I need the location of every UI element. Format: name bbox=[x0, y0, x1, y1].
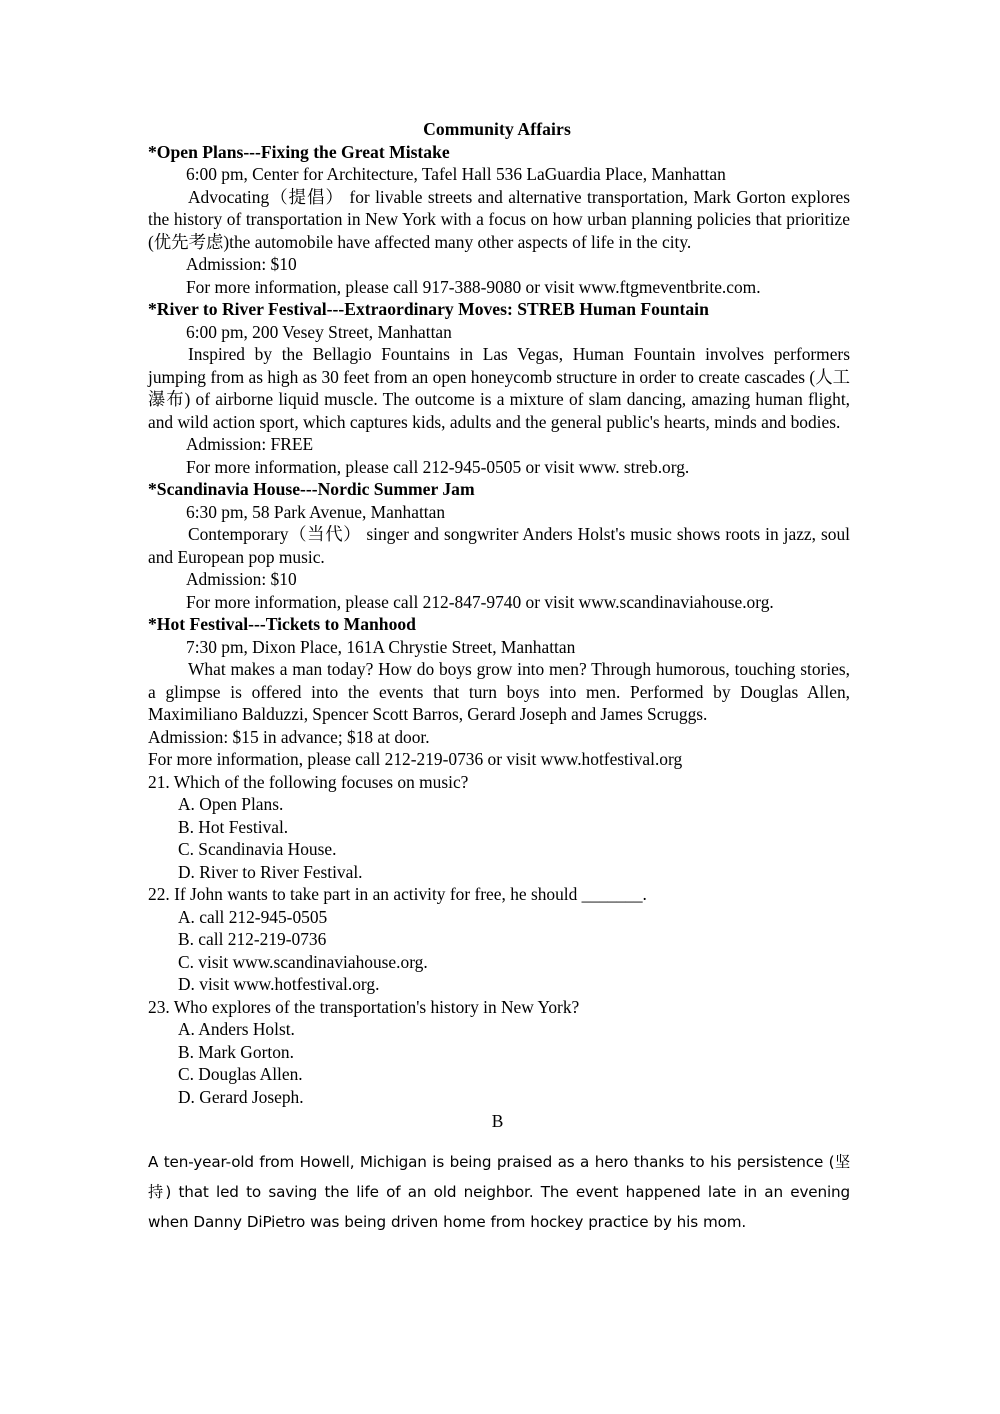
event-contact: For more information, please call 212-945-0505 or visit www. streb.org. bbox=[186, 456, 690, 477]
question-stem: 21. Which of the following focuses on music? bbox=[148, 771, 469, 792]
event-contact: For more information, please call 212-847-9740 or visit www.scandinaviahouse.org. bbox=[186, 591, 774, 612]
event-time-venue: 6:00 pm, 200 Vesey Street, Manhattan bbox=[186, 321, 452, 342]
question-option-c[interactable]: C. visit www.scandinaviahouse.org. bbox=[178, 951, 428, 972]
question-21 bbox=[148, 771, 850, 884]
event-description: What makes a man today? How do boys grow into men? Through humorous, touching stories, a glimpse is offered into the events that turn boys into men. Performed by Douglas Allen, Maximiliano Balduzzi, Spencer Scott Barros, Gerard Joseph and James Scruggs. bbox=[148, 659, 850, 724]
question-option-a[interactable]: A. Open Plans. bbox=[178, 794, 284, 814]
event-description: Contemporary（当代） singer and songwriter Anders Holst's music shows roots in jazz, soul and European pop music. bbox=[148, 524, 850, 567]
event-time-venue: 7:30 pm, Dixon Place, 161A Chrystie Street, Manhattan bbox=[186, 636, 576, 657]
event-admission: Admission: FREE bbox=[186, 434, 314, 454]
event-heading: *Open Plans---Fixing the Great Mistake bbox=[148, 141, 450, 162]
event-entry-river-to-river bbox=[148, 298, 850, 478]
question-option-c[interactable]: C. Scandinavia House. bbox=[178, 839, 337, 859]
event-admission: Admission: $10 bbox=[186, 569, 297, 589]
event-heading: *Scandinavia House---Nordic Summer Jam bbox=[148, 479, 475, 499]
question-stem: 22. If John wants to take part in an activity for free, he should _______. bbox=[148, 884, 647, 904]
event-heading: *River to River Festival---Extraordinary Moves: STREB Human Fountain bbox=[148, 299, 709, 319]
question-22 bbox=[148, 883, 850, 996]
question-23 bbox=[148, 996, 850, 1109]
event-contact: For more information, please call 212-219-0736 or visit www.hotfestival.org bbox=[148, 749, 683, 769]
event-admission: Admission: $10 bbox=[186, 254, 297, 274]
section-marker: B bbox=[491, 1111, 504, 1131]
event-time-venue: 6:00 pm, Center for Architecture, Tafel Hall 536 LaGuardia Place, Manhattan bbox=[186, 164, 726, 184]
event-contact: For more information, please call 917-388-9080 or visit www.ftgmeventbrite.com. bbox=[186, 276, 761, 297]
question-option-d[interactable]: D. River to River Festival. bbox=[178, 861, 363, 882]
question-option-b[interactable]: B. Mark Gorton. bbox=[178, 1041, 294, 1062]
event-entry-scandinavia-house bbox=[148, 478, 850, 613]
question-option-b[interactable]: B. call 212-219-0736 bbox=[178, 929, 327, 949]
page-title: Community Affairs bbox=[423, 119, 571, 139]
question-option-c[interactable]: C. Douglas Allen. bbox=[178, 1064, 303, 1084]
passage-b-text: A ten-year-old from Howell, Michigan is being praised as a hero thanks to his persistence (坚持) that led to saving the life of an old neighbor. The event happened late in an evening when Danny DiPietro was being driven home from hockey practice by his mom. bbox=[148, 1152, 850, 1231]
event-admission: Admission: $15 in advance; $18 at door. bbox=[148, 726, 430, 747]
event-entry-hot-festival bbox=[148, 613, 850, 771]
document-page bbox=[148, 118, 850, 1237]
event-time-venue: 6:30 pm, 58 Park Avenue, Manhattan bbox=[186, 501, 446, 522]
event-heading: *Hot Festival---Tickets to Manhood bbox=[148, 614, 416, 634]
event-description: Inspired by the Bellagio Fountains in Las Vegas, Human Fountain involves performers jumping from as high as 30 feet from an open honeycomb structure in order to create cascades (人工瀑布) of airborne liquid muscle. The outcome is a mixture of slam dancing, amazing human flight, and wild action sport, which captures kids, adults and the general public's hearts, minds and bodies. bbox=[148, 344, 850, 432]
question-option-d[interactable]: D. visit www.hotfestival.org. bbox=[178, 974, 380, 994]
event-entry-open-plans bbox=[148, 141, 850, 299]
question-option-d[interactable]: D. Gerard Joseph. bbox=[178, 1086, 304, 1107]
question-stem: 23. Who explores of the transportation's history in New York? bbox=[148, 996, 580, 1017]
question-option-a[interactable]: A. Anders Holst. bbox=[178, 1019, 295, 1039]
question-option-a[interactable]: A. call 212-945-0505 bbox=[178, 906, 328, 927]
event-description: Advocating（提倡） for livable streets and alternative transportation, Mark Gorton explores the history of transportation in New York with a focus on how urban planning policies that prioritize (优先考虑)the automobile have affected many other aspects of life in the city. bbox=[148, 186, 850, 252]
question-option-b[interactable]: B. Hot Festival. bbox=[178, 816, 289, 837]
